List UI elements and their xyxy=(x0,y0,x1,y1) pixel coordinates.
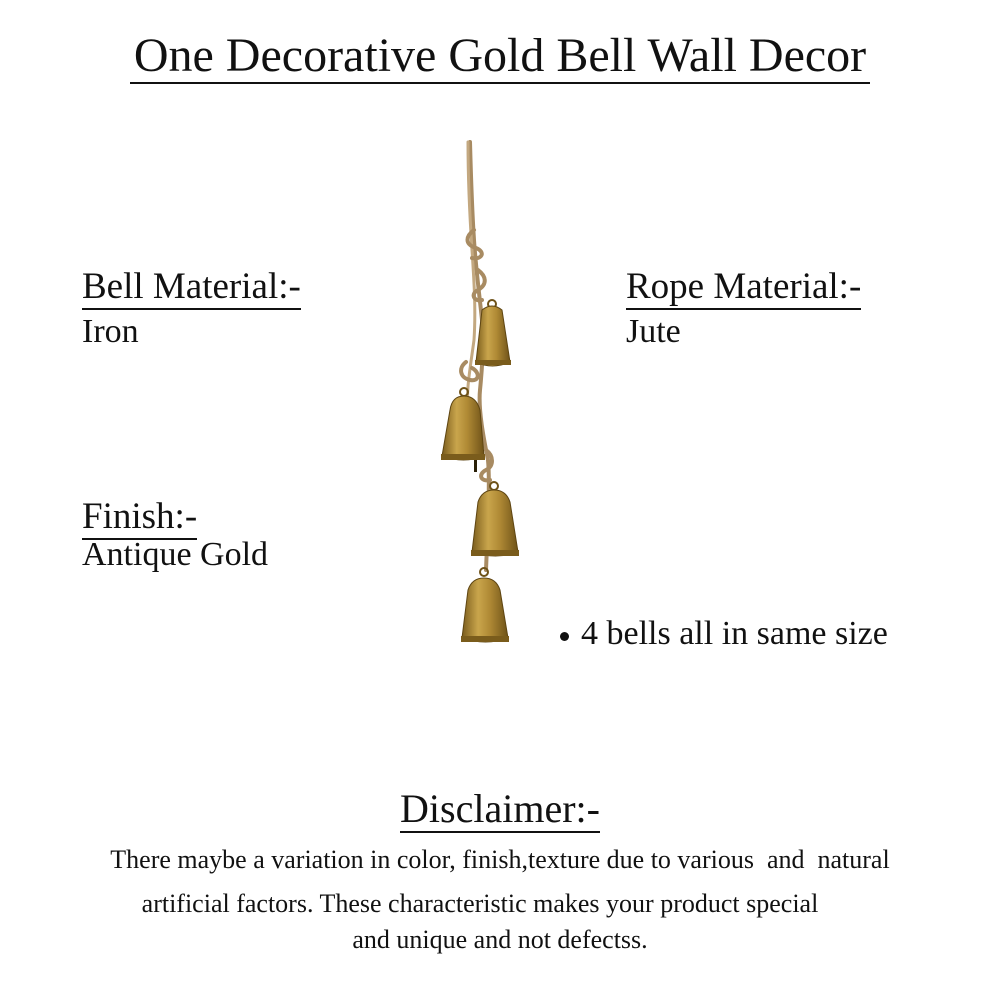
bell-product-image xyxy=(430,140,540,650)
disclaimer-line-2: artificial factors. These characteristic makes your product special xyxy=(141,889,819,918)
disclaimer-title xyxy=(0,786,1000,832)
disclaimer-title-text: Disclaimer:- xyxy=(400,786,600,831)
title-text: One Decorative Gold Bell Wall Decor xyxy=(130,29,870,84)
finish-value: Antique Gold xyxy=(82,536,269,573)
page-title xyxy=(0,28,1000,84)
feature-text: 4 bells all in same size xyxy=(581,615,888,652)
rope-material-value: Jute xyxy=(626,313,681,350)
bell-3 xyxy=(471,482,519,556)
bells-illustration xyxy=(430,140,540,650)
bell-4 xyxy=(461,568,509,642)
rope-material-label: Rope Material:- xyxy=(626,266,861,310)
finish-label: Finish:- xyxy=(82,496,197,540)
disclaimer-line-3: and unique and not defectss. xyxy=(352,925,648,954)
feature-bullet xyxy=(560,614,888,654)
bell-material-label: Bell Material:- xyxy=(82,266,301,310)
bell-material-value: Iron xyxy=(82,313,139,350)
bullet-dot-icon xyxy=(560,632,569,641)
disclaimer-line-1: There maybe a variation in color, finish,texture due to various and natural xyxy=(110,845,890,874)
